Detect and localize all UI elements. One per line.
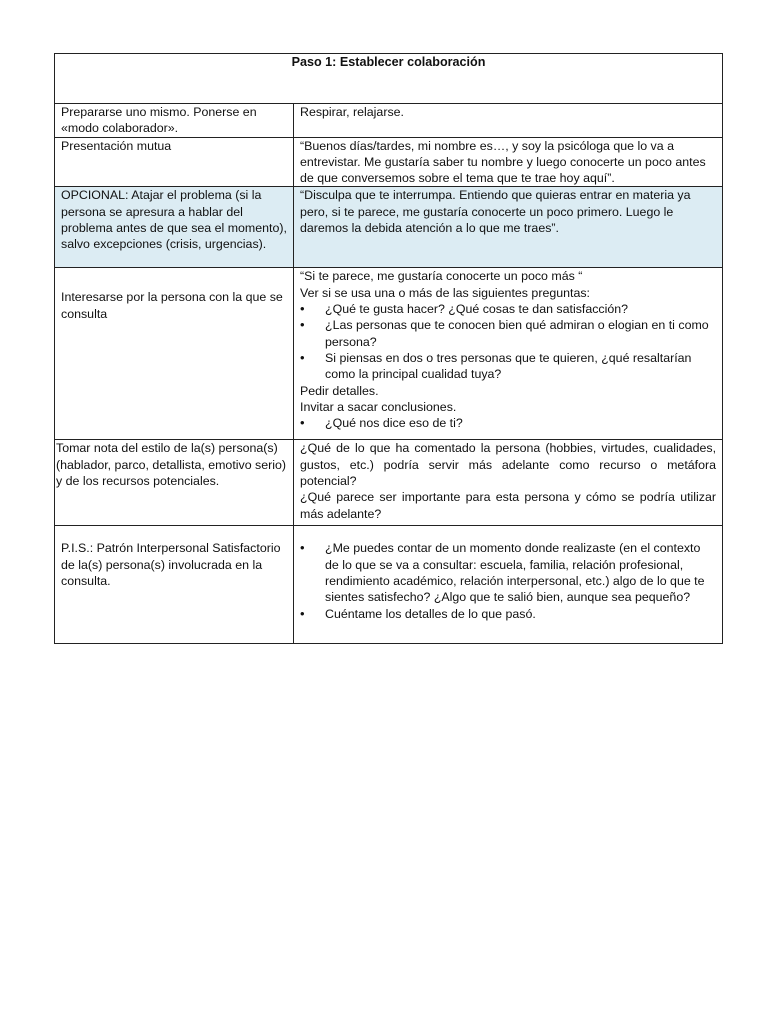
list-item: • Si piensas en dos o tres personas que te quieren, ¿qué resaltarían como la principal cualidad tuya? xyxy=(300,350,716,383)
table-row xyxy=(55,104,723,138)
table-row xyxy=(55,526,723,644)
row-content xyxy=(294,268,723,440)
row-content: Respirar, relajarse. xyxy=(294,104,723,138)
table-title-row xyxy=(55,54,723,104)
list-item: • ¿Me puedes contar de un momento donde realizaste (en el contexto de lo que se va a consultar: escuela, familia, relación profesional, rendimiento académico, relación interpersonal, etc.) algo de lo que te sientes satisfecho? ¿Algo que te salió bien, aunque sea pequeño? xyxy=(300,540,716,605)
list-item: • ¿Qué nos dice eso de ti? xyxy=(300,415,716,431)
row-content xyxy=(294,526,723,644)
content-line: ¿Qué de lo que ha comentado la persona (hobbies, virtudes, cualidades, gustos, etc.) podría servir más adelante como recurso o metáfora potencial? xyxy=(300,441,717,489)
row-label: Presentación mutua xyxy=(55,137,294,187)
list-item: • ¿Qué te gusta hacer? ¿Qué cosas te dan satisfacción? xyxy=(300,301,716,317)
content-line: “Si te parece, me gustaría conocerte un poco más “ xyxy=(300,269,583,284)
row-content xyxy=(294,440,723,526)
row-label: Prepararse uno mismo. Ponerse en «modo colaborador». xyxy=(55,104,294,138)
table-title: Paso 1: Establecer colaboración xyxy=(55,54,723,104)
content-line: ¿Qué parece ser importante para esta persona y cómo se podría utilizar más adelante? xyxy=(300,490,717,521)
question-list xyxy=(300,540,716,621)
row-content: “Buenos días/tardes, mi nombre es…, y soy la psicóloga que lo va a entrevistar. Me gustaría saber tu nombre y luego conocerte un poco antes de que conversemos sobre el tema que te trae hoy aquí”. xyxy=(294,137,723,187)
question-list xyxy=(300,415,716,431)
row-label-text: Interesarse por la persona con la que se consulta xyxy=(61,290,283,321)
table-row xyxy=(55,268,723,440)
row-label: Tomar nota del estilo de la(s) persona(s) (hablador, parco, detallista, emotivo serio) y de los recursos potenciales. xyxy=(55,440,294,526)
table-row xyxy=(55,137,723,187)
row-content: “Disculpa que te interrumpa. Entiendo que quieras entrar en materia ya pero, si te parece, me gustaría conocerte un poco primero. Luego le daremos la debida atención a lo que me traes”. xyxy=(294,187,723,268)
table-row xyxy=(55,440,723,526)
list-item: • ¿Las personas que te conocen bien qué admiran o elogian en ti como persona? xyxy=(300,317,716,350)
collaboration-table xyxy=(54,53,723,644)
row-label xyxy=(55,526,294,644)
row-label: OPCIONAL: Atajar el problema (si la persona se apresura a hablar del problema antes de que sea el momento), salvo excepciones (crisis, urgencias). xyxy=(55,187,294,268)
list-item: • Cuéntame los detalles de lo que pasó. xyxy=(300,606,716,622)
row-label xyxy=(55,268,294,440)
content-line: Pedir detalles. xyxy=(300,383,379,398)
content-line: Invitar a sacar conclusiones. xyxy=(300,399,457,414)
question-list xyxy=(300,301,716,382)
content-line: Ver si se usa una o más de las siguientes preguntas: xyxy=(300,285,590,300)
row-label-text: P.I.S.: Patrón Interpersonal Satisfactorio de la(s) persona(s) involucrada en la consulta. xyxy=(61,541,281,589)
table-row-shaded xyxy=(55,187,723,268)
